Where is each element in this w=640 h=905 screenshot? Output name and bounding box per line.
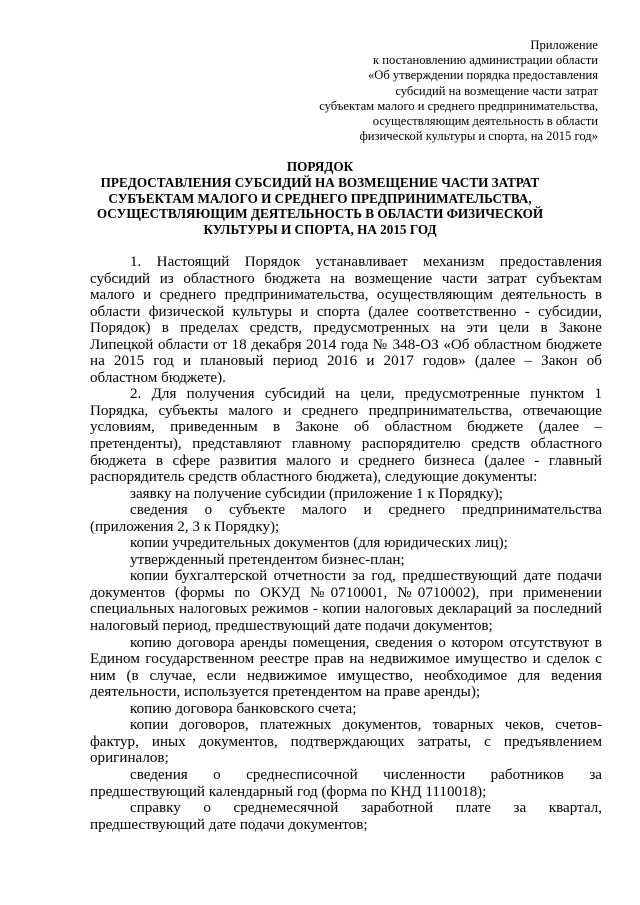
list-item: утвержденный претендентом бизнес-план; bbox=[130, 551, 405, 568]
paragraph-1: 1. Настоящий Порядок устанавливает механизм предоставления субсидий из областного бюджета на возмещение части затрат субъектам малого и среднего предпринимательства, осуществляющим деятельность в области физической культуры и спорта (далее соответственно - субсидии, Порядок) в пределах средств, предусмотренных на эти цели в Законе Липецкой области от 18 декабря 2014 года № 348-ОЗ «Об областном бюджете на 2015 год и плановый период 2016 и 2017 годов» (далее – Закон об областном бюджете). bbox=[90, 254, 602, 386]
list-item: заявку на получение субсидии (приложение 1 к Порядку); bbox=[130, 485, 503, 502]
title-line: СУБЪЕКТАМ МАЛОГО И СРЕДНЕГО ПРЕДПРИНИМАТЕЛЬСТВА, bbox=[108, 190, 532, 206]
paragraph-2: 2. Для получения субсидий на цели, предусмотренные пунктом 1 Порядка, субъекты малого и среднего предпринимательства, отвечающие условиям, приведенным в Законе об областном бюджете (далее – претенденты), представляют главному распорядителю средств областного бюджета в сфере развития малого и среднего бизнеса (далее - главный распорядитель средств областного бюджета), следующие документы: bbox=[90, 386, 602, 486]
list-item: копии договоров, платежных документов, товарных чеков, счетов-фактур, иных документов, подтверждающих затраты, с предъявлением оригиналов; bbox=[90, 717, 602, 767]
appendix-line: «Об утверждении порядка предоставления bbox=[367, 68, 598, 83]
appendix-line: к постановлению администрации области bbox=[373, 53, 598, 68]
list-item: копию договора банковского счета; bbox=[130, 700, 357, 717]
document-body bbox=[90, 254, 602, 833]
title-line: ОСУЩЕСТВЛЯЮЩИМ ДЕЯТЕЛЬНОСТЬ В ОБЛАСТИ ФИЗИЧЕСКОЙ bbox=[96, 206, 544, 222]
list-item: справку о среднемесячной заработной плате за квартал, предшествующий дате подачи документов; bbox=[90, 800, 602, 833]
appendix-line: субъектам малого и среднего предпринимательства, bbox=[319, 98, 598, 113]
list-item: копии бухгалтерской отчетности за год, предшествующий дате подачи документов (формы по ОКУД №0710001, №0710002), при применении специальных налоговых режимов - копии налоговых деклараций за последний налоговый период, предшествующий дате подачи документов; bbox=[90, 568, 602, 635]
document-title bbox=[90, 159, 550, 238]
list-item: сведения о субъекте малого и среднего предпринимательства (приложения 2, 3 к Порядку); bbox=[90, 502, 602, 535]
appendix-line: субсидий на возмещение части затрат bbox=[395, 83, 598, 98]
appendix-line: физической культуры и спорта, на 2015 год» bbox=[359, 129, 598, 144]
list-item: сведения о среднесписочной численности работников за предшествующий календарный год (форма по КНД 1110018); bbox=[90, 766, 602, 800]
appendix-line: осуществляющим деятельность в области bbox=[372, 114, 598, 129]
title-line: ПРЕДОСТАВЛЕНИЯ СУБСИДИЙ НА ВОЗМЕЩЕНИЕ ЧАСТИ ЗАТРАТ bbox=[100, 174, 540, 190]
appendix-header bbox=[178, 38, 598, 144]
title-line: ПОРЯДОК bbox=[286, 159, 354, 174]
appendix-line: Приложение bbox=[530, 38, 598, 52]
title-line: КУЛЬТУРЫ И СПОРТА, НА 2015 ГОД bbox=[203, 222, 437, 238]
list-item: копии учредительных документов (для юридических лиц); bbox=[130, 535, 508, 552]
list-item: копию договора аренды помещения, сведения о котором отсутствуют в Едином государственном реестре прав на недвижимое имущество и сделок с ним (в случае, если недвижимое имущество, необходимое для ведения деятельности, используется претендентом на праве аренды); bbox=[90, 634, 602, 701]
